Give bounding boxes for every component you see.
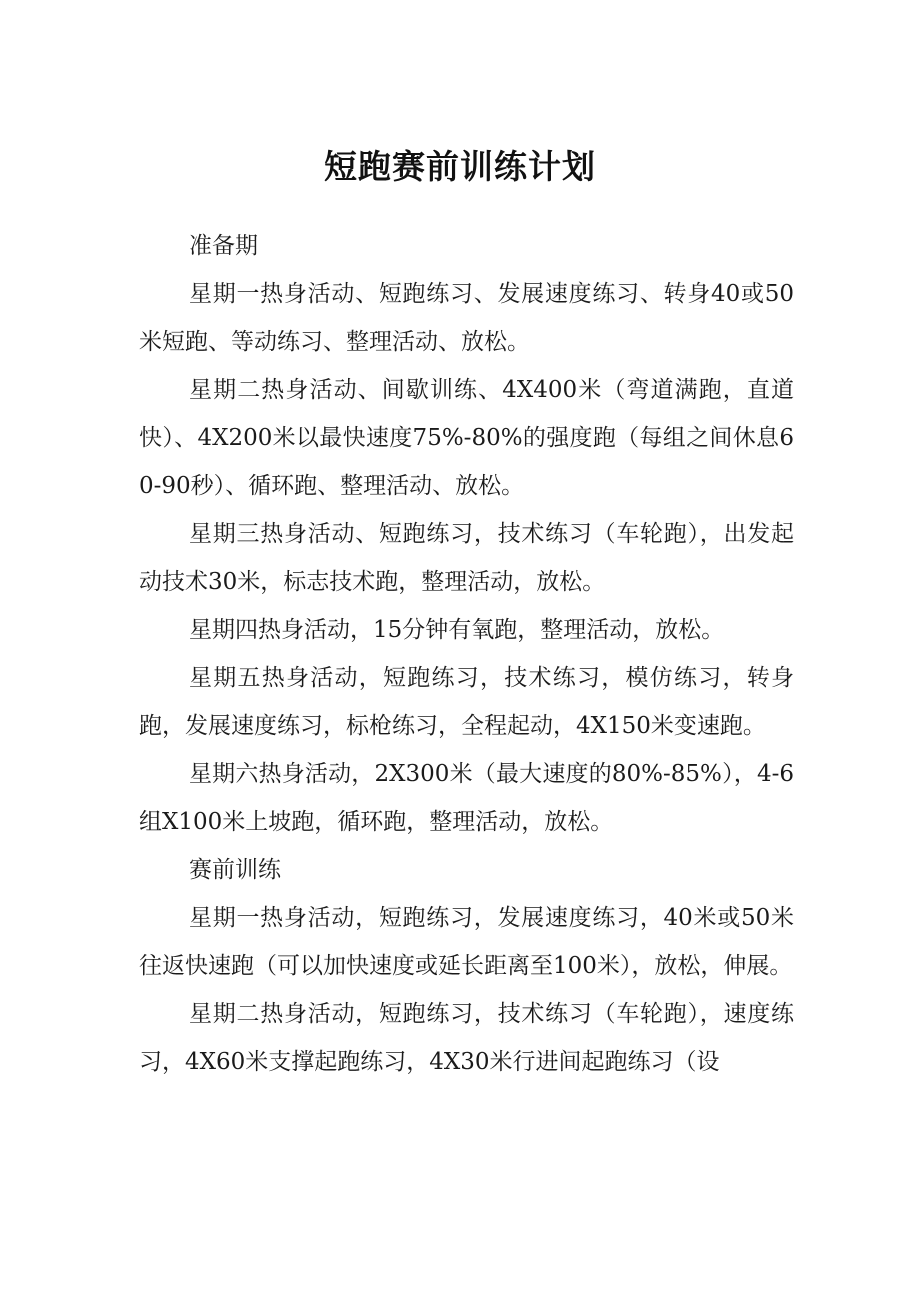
- section-heading-pre-competition: 赛前训练: [189, 857, 281, 883]
- document-title: 短跑赛前训练计划: [324, 147, 596, 186]
- paragraph-prep-thursday: 星期四热身活动，15分钟有氧跑，整理活动，放松。: [189, 617, 725, 643]
- paragraph-prep-tuesday: 星期二热身活动、间歇训练、4X400米（弯道满跑，直道快）、4X200米以最快速度75%-80%的强度跑（每组之间休息60-90秒）、循环跑、整理活动、放松。: [139, 377, 794, 499]
- paragraph-prep-saturday: 星期六热身活动，2X300米（最大速度的80%-85%），4-6组X100米上坡跑，循环跑，整理活动，放松。: [139, 761, 794, 835]
- paragraph-precomp-monday: 星期一热身活动，短跑练习，发展速度练习，40米或50米往返快速跑（可以加快速度或延长距离至100米），放松，伸展。: [139, 905, 794, 979]
- document-body: [139, 222, 794, 1086]
- paragraph-prep-wednesday: 星期三热身活动、短跑练习，技术练习（车轮跑），出发起动技术30米，标志技术跑，整理活动，放松。: [139, 521, 794, 595]
- paragraph-prep-friday: 星期五热身活动，短跑练习，技术练习，模仿练习，转身跑，发展速度练习，标枪练习，全程起动，4X150米变速跑。: [139, 665, 794, 739]
- paragraph-precomp-tuesday: 星期二热身活动，短跑练习，技术练习（车轮跑），速度练习，4X60米支撑起跑练习，4X30米行进间起跑练习（设: [139, 1001, 794, 1075]
- section-heading-preparation: 准备期: [189, 233, 258, 259]
- paragraph-prep-monday: 星期一热身活动、短跑练习、发展速度练习、转身40或50米短跑、等动练习、整理活动、放松。: [139, 281, 794, 355]
